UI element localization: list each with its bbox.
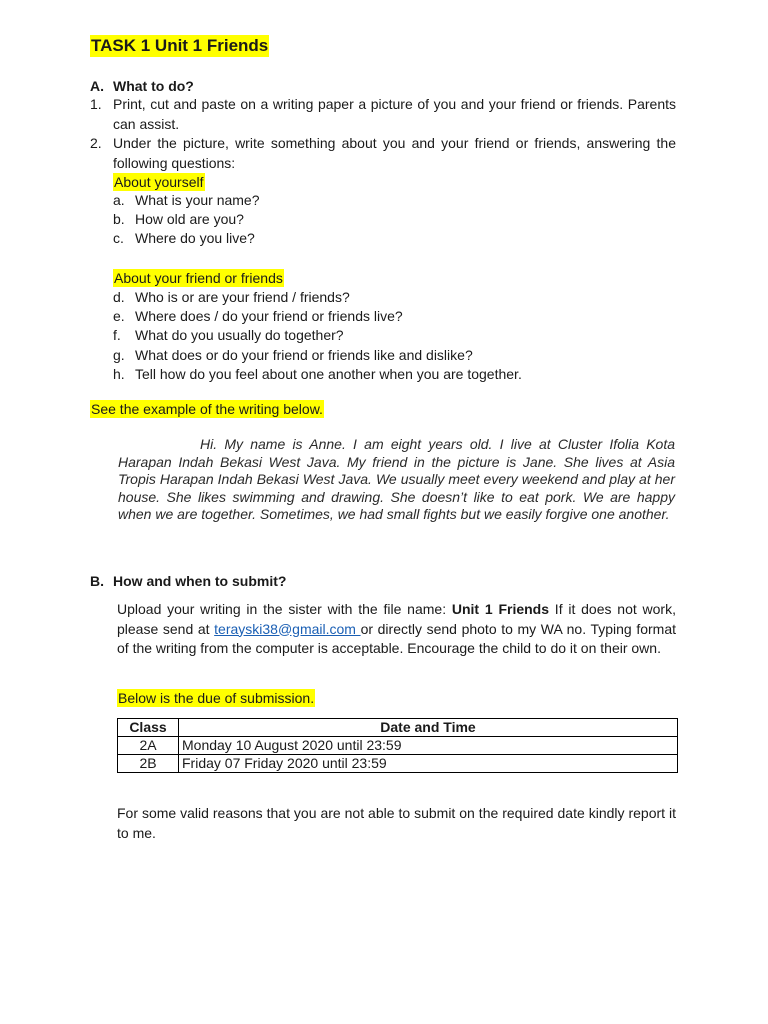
friend-question-list [113,288,522,384]
section-a-heading [90,77,194,95]
about-yourself-heading: About yourself [114,174,204,190]
email-link[interactable]: terayski38@gmail.com [214,620,361,637]
list-item: h. Tell how do you feel about one another when you are together. [113,365,522,382]
list-item: c. Where do you live? [113,230,255,247]
section-b-heading [90,572,286,590]
list-item: e. Where does / do your friend or friends live? [113,308,403,325]
list-item: a. What is your name? [113,192,260,208]
list-item: 1. Print, cut and paste on a writing paper a picture of you and your friend or friends. Parents can assist. [90,96,676,132]
list-item: g. What does or do your friend or friends like and dislike? [113,346,473,363]
section-a-label: A. [90,78,104,94]
list-item: f. What do you usually do together? [113,327,344,344]
example-writing-text: Hi. My name is Anne. I am eight years old. I live at Cluster Ifolia Kota Harapan Indah Bekasi West Java. My friend in the picture is Jane. She lives at Asia Tropis Harapan Indah Bekasi West Java. We usually meet every weekend and play at her house. She likes swimming and drawing. She doesn’t like to eat pork. We are happy when we are together. Sometimes, we had small fights but we easily forgive one another. [118,436,675,523]
table-header-row [118,719,678,737]
table-header-class: Class [118,719,179,737]
due-label: Below is the due of submission. [118,690,315,706]
document-title: TASK 1 Unit 1 Friends [91,36,269,55]
section-a-title: What to do? [113,78,194,94]
section-b-label: B. [90,573,104,589]
instruction-list [90,95,676,173]
example-writing [118,436,675,524]
section-b-title: How and when to submit? [113,573,287,589]
file-name: Unit 1 Friends [451,601,550,617]
upload-instructions: Upload your writing in the sister with the file name: Unit 1 Friends If it does not work, please send at terayski38@gmail.com or directly send photo to my WA no. Typing format of the writing from the computer is acceptable. Encourage the child to do it on their own. [117,601,677,656]
see-example-note: See the example of the writing below. [91,401,323,417]
list-item: d. Who is or are your friend / friends? [113,289,350,305]
yourself-question-list [113,191,260,249]
table-header-date: Date and Time [179,719,678,737]
list-item: b. How old are you? [113,211,244,228]
submission-table [117,718,678,773]
about-friend-heading: About your friend or friends [114,270,283,286]
table-row: 2B Friday 07 Friday 2020 until 23:59 [118,755,678,773]
closing-note: For some valid reasons that you are not able to submit on the required date kindly report it to me. [117,805,676,841]
table-row: 2A Monday 10 August 2020 until 23:59 [118,737,678,755]
list-item: 2. Under the picture, write something about you and your friend or friends, answering the following questions: [90,135,676,171]
